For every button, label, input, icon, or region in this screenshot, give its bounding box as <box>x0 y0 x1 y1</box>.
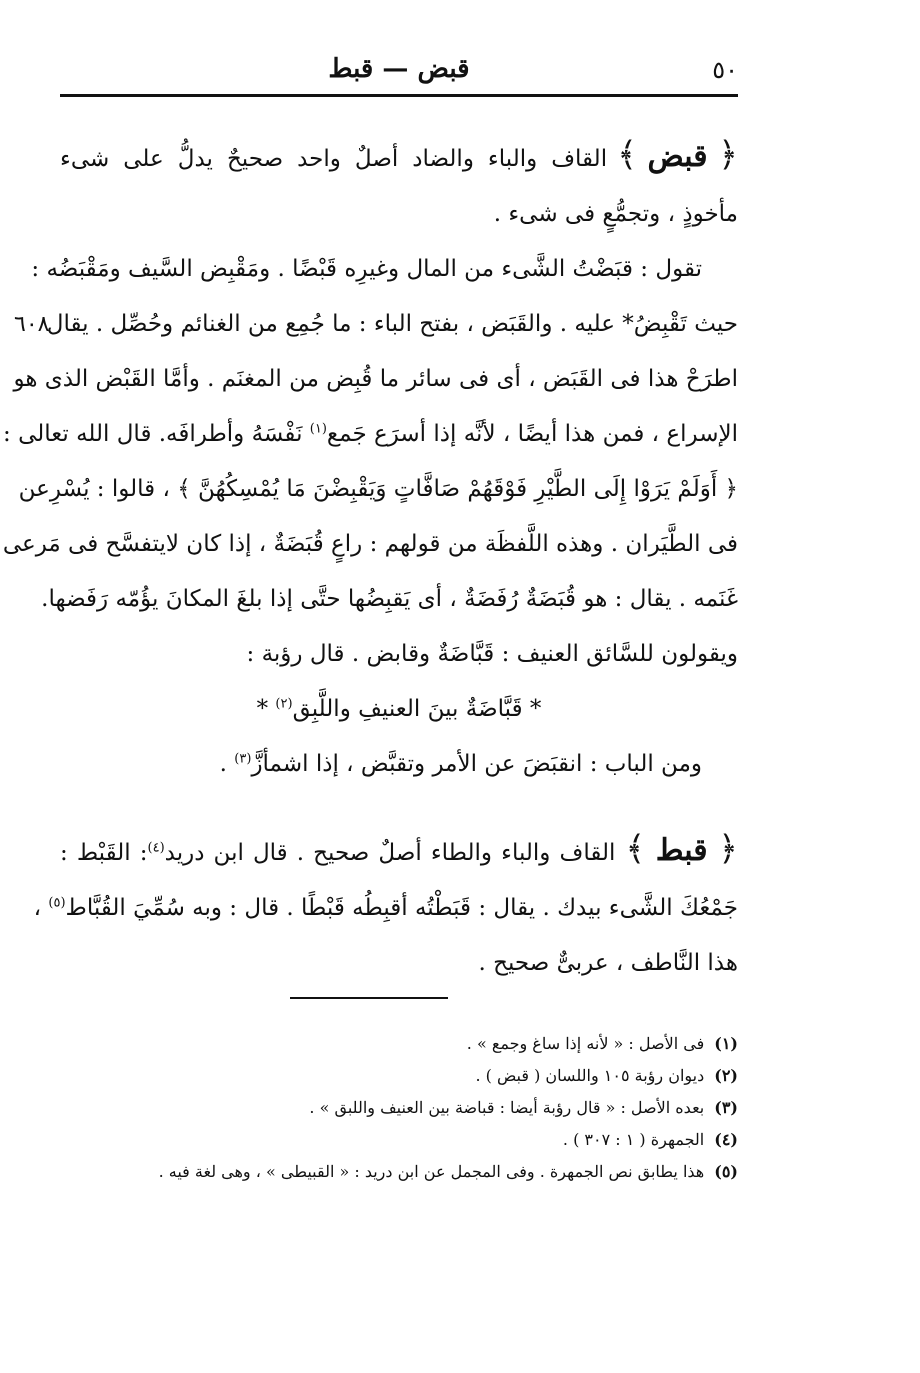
entry-line-text: الإسراع ، فمن هذا أيضًا ، لأنَّه إذا أسرَع جَمع <box>326 421 738 447</box>
footnote-rule <box>290 997 448 999</box>
entry-line-text: حيث تَقْبِضُ* عليه . والقَبَض ، بفتح الباء : ما جُمِع من الغنائم وحُصِّل . يقال <box>46 311 738 337</box>
entry-line-text: نَفْسَهُ وأطرافَه. قال الله تعالى : <box>3 421 303 447</box>
entry-line: القاف والباء والضاد أصلٌ واحد صحيحٌ يدلُّ على شىء <box>60 146 608 172</box>
open-bracket: ﴿ <box>718 829 738 869</box>
footnote-number: (١) <box>714 1034 738 1053</box>
entry-line-text: : القَبْط : <box>60 840 148 866</box>
open-bracket: ﴿ <box>718 135 738 175</box>
footnote-text: ديوان رؤبة ١٠٥ واللسان ( قبض ) . <box>475 1066 705 1085</box>
headword-qabt <box>625 822 738 878</box>
headword-qabd <box>617 128 738 184</box>
footnote-text: الجمهرة ( ١ : ٣٠٧ ) . <box>562 1130 705 1149</box>
footnote <box>60 1060 738 1092</box>
footnote-number: (٢) <box>714 1066 738 1085</box>
footnote-ref-3: (٣) <box>234 751 252 767</box>
page-number: ٥٠ <box>712 56 738 84</box>
line-number: ٦٠٨ <box>14 312 50 337</box>
entry-first-line <box>60 128 738 187</box>
entry-line-end: . <box>219 751 235 777</box>
entry-first-line <box>60 822 738 881</box>
footnote-number: (٥) <box>714 1162 738 1181</box>
quran-verse-line: ﴿ أَوَلَمْ يَرَوْا إِلَى الطَّيْرِ فَوْقَهُمْ صَافَّاتٍ وَيَقْبِضْنَ مَا يُمْسِكُهُنَّ ﴾ ، قالوا : يُسْرِعن <box>18 476 738 502</box>
footnote-ref-2: (٢) <box>275 696 293 712</box>
footnote-number: (٣) <box>714 1098 738 1117</box>
entry-line: مأخوذٍ ، وتجمُّعٍ فى شىء . <box>493 201 738 227</box>
footnote <box>60 1156 738 1188</box>
entry-line-text: ، <box>33 895 49 921</box>
entry-line: تقول : قبَضْتُ الشَّىء من المال وغيرِه قَبْضًا . ومَقْبِض السَّيف ومَقْبَضُه : <box>31 256 702 282</box>
headword-text: قبض <box>647 139 708 174</box>
footnote-ref-1: (١) <box>309 421 327 437</box>
entry-line <box>60 737 738 792</box>
footnote-ref-4: (٤) <box>147 840 165 856</box>
entry-line: ويقولون للسَّائق العنيف : قَبَّاضَةٌ وقابض . قال رؤبة : <box>246 641 738 667</box>
entry-line: هذا النَّاطف ، عربىٌّ صحيح . <box>478 950 738 976</box>
footnote-text: هذا يطابق نص الجمهرة . وفى المجمل عن ابن دريد : « القبيطى » ، وهى لغة فيه . <box>158 1162 705 1181</box>
entry-line-text: القاف والباء والطاء أصلٌ صحيح . قال ابن دريد <box>164 840 616 866</box>
footnote <box>60 1028 738 1060</box>
entry-line-text: ومن الباب : انقبَضَ عن الأمر وتقبَّض ، إذا اشمأزَّ <box>251 751 702 777</box>
footnote-number: (٤) <box>714 1130 738 1149</box>
footnotes <box>60 1028 738 1188</box>
close-bracket: ﴾ <box>625 829 646 869</box>
footnote-ref-5: (٥) <box>48 895 66 911</box>
body-text <box>2 128 738 991</box>
header-rule <box>60 94 738 97</box>
entry-line-text: جَمْعُكَ الشَّىء بيدك . يقال : قَبَطْتُه أقبِطُه قَبْطًا . قال : وبه سُمِّيَ القُبَّاط <box>65 895 738 921</box>
entry-line <box>3 407 738 462</box>
entry-line: اطرَحْ هذا فى القَبَض ، أى فى سائر ما قُبِض من المغنَم . وأمَّا القَبْض الذى هو <box>13 366 738 392</box>
verse-star: * <box>256 696 276 722</box>
footnote <box>60 1092 738 1124</box>
close-bracket: ﴾ <box>617 135 638 175</box>
poetry-verse <box>60 682 738 737</box>
running-head <box>60 48 738 92</box>
entry-line-numbered <box>14 297 738 352</box>
verse-text: * قَبَّاضَةٌ بينَ العنيفِ واللَّبِق <box>292 696 542 722</box>
footnote-text: بعده الأصل : « قال رؤبة أيضا : قباضة بين العنيف واللبق » . <box>309 1098 705 1117</box>
page-title: قبض — قبط <box>328 54 470 84</box>
headword-text: قبط <box>655 833 708 868</box>
footnote <box>60 1124 738 1156</box>
footnote-text: فى الأصل : « لأنه إذا ساغ وجمع » . <box>466 1034 705 1053</box>
entry-line <box>33 881 738 936</box>
entry-line: فى الطَّيَران . وهذه اللَّفظَة من قولهم : راعٍ قُبَضَةٌ ، إذا كان لايتفسَّح فى مَرعى <box>2 531 738 557</box>
entry-spacer <box>60 792 738 822</box>
entry-line: غَنَمه . يقال : هو قُبَضَةٌ رُفَضَةٌ ، أى يَقبِضُها حتَّى إذا بلغَ المكانَ يؤُمّه رَفَضها. <box>41 586 738 612</box>
